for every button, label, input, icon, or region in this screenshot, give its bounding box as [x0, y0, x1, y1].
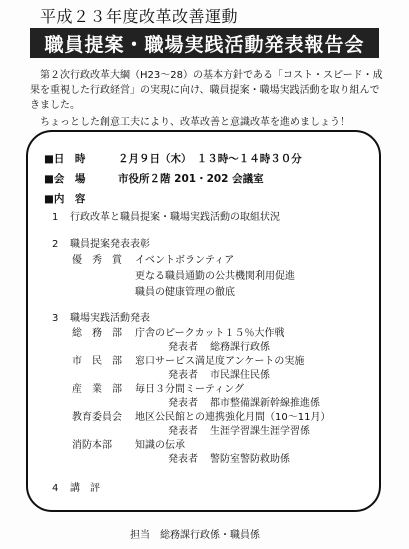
dept-name: 市 民 部 — [72, 356, 122, 367]
presenter-name: 生涯学習課生涯学習係 — [210, 426, 310, 437]
intro-line-2: 果を重視した行政経営」の実現に向け、職員提案・職場実践活動を取り組んで — [30, 85, 380, 96]
activity-title: 地区公民館との連携強化月間（10～11月） — [135, 412, 331, 423]
date-value: ２月９日（木） １３時～１４時３０分 — [118, 153, 302, 165]
agenda-item-1-number: 1 — [52, 212, 59, 223]
dept-name: 総 務 部 — [72, 328, 122, 339]
intro-line-1: 第２次行政改革大綱（H23～28）の基本方針である「コスト・スピード・成 — [40, 70, 383, 81]
activity-title: 庁舎のピークカット１５％大作戦 — [135, 328, 285, 339]
activity-title: 窓口サービス満足度アンケートの実施 — [135, 356, 305, 367]
presenter-name: 総務課行政係 — [210, 342, 270, 353]
presenter-label: 発表者 — [168, 370, 198, 381]
venue-label: ■会 場 — [44, 173, 86, 185]
presenter-label: 発表者 — [168, 398, 198, 409]
page-subtitle: 平成２３年度改革改善運動 — [40, 7, 239, 26]
presenter-name: 都市整備課新幹線推進係 — [210, 398, 320, 409]
date-label: ■日 時 — [44, 153, 86, 165]
agenda-item-3-number: 3 — [52, 313, 59, 324]
award-entry: イベントボランティア — [135, 255, 235, 266]
activity-title: 知識の伝承 — [135, 440, 185, 451]
agenda-item-1-title: 行政改革と職員提案・職場実践活動の取組状況 — [70, 212, 280, 223]
page-title-banner: 職員提案・職場実践活動発表報告会 — [30, 28, 379, 58]
agenda-item-2-title: 職員提案発表表彰 — [70, 239, 150, 250]
presenter-label: 発表者 — [168, 426, 198, 437]
activity-title: 毎日３分間ミーティング — [135, 384, 244, 395]
intro-line-4: ちょっとした創意工夫により、改革改善と意識改革を進めましょう！ — [40, 117, 350, 128]
intro-line-3: きました。 — [30, 100, 80, 111]
dept-name: 教育委員会 — [72, 412, 122, 423]
venue-value: 市役所２階 201・202 会議室 — [118, 173, 264, 185]
contact-footer: 担当 総務課行政係・職員係 — [130, 530, 260, 541]
presenter-name: 警防室警防救助係 — [210, 454, 290, 465]
award-label: 優 秀 賞 — [72, 255, 122, 266]
presenter-label: 発表者 — [168, 342, 198, 353]
agenda-item-4-number: 4 — [52, 483, 59, 494]
presenter-label: 発表者 — [168, 454, 198, 465]
dept-name: 産 業 部 — [72, 384, 122, 395]
award-entry: 更なる職員通勤の公共機関利用促進 — [135, 271, 295, 282]
presenter-name: 市民課住民係 — [210, 370, 270, 381]
agenda-item-3-title: 職場実践活動発表 — [70, 313, 150, 324]
content-label: ■内 容 — [44, 193, 86, 205]
intro-paragraph — [30, 68, 385, 130]
agenda-item-2-number: 2 — [52, 239, 59, 250]
agenda-item-4-title: 講 評 — [70, 483, 100, 494]
award-entry: 職員の健康管理の徹底 — [135, 287, 235, 298]
dept-name: 消防本部 — [72, 440, 112, 451]
